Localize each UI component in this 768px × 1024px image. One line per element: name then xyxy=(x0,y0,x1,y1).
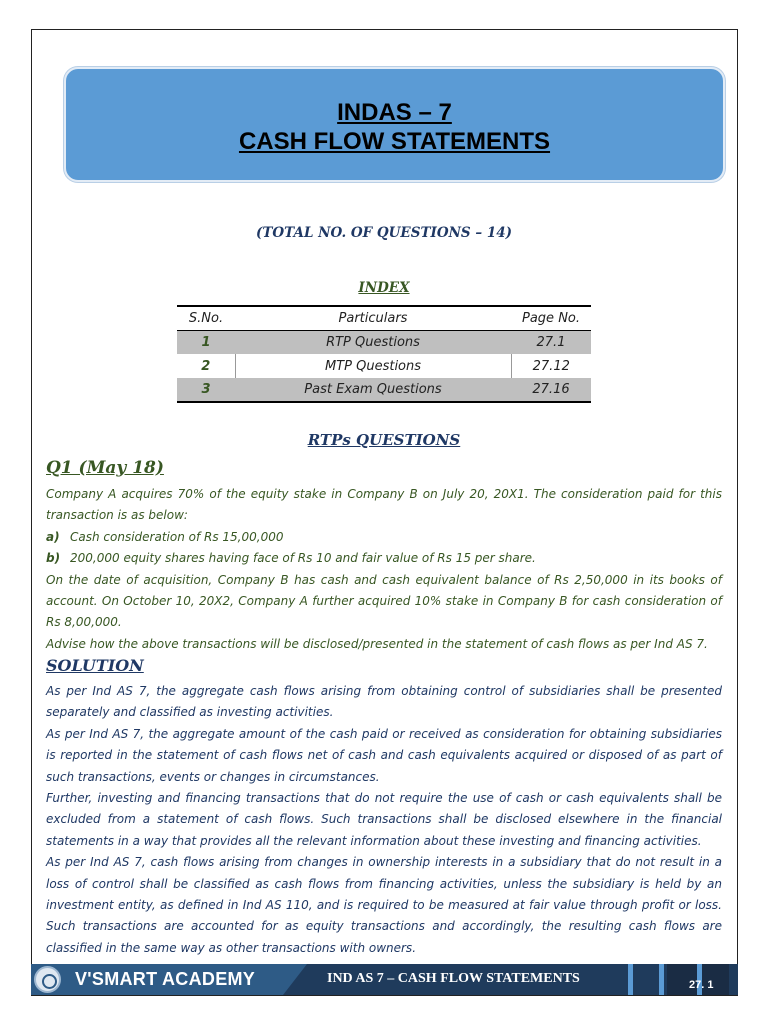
row-page: 27.12 xyxy=(511,354,591,378)
row-particular: RTP Questions xyxy=(235,330,511,354)
footer-accent-bar xyxy=(628,964,633,995)
header-page-no: Page No. xyxy=(511,306,591,330)
question-heading: Q1 (May 18) xyxy=(46,458,164,478)
list-marker: b) xyxy=(46,551,61,566)
list-item xyxy=(46,527,722,548)
solution-heading: SOLUTION xyxy=(46,656,144,675)
question-body xyxy=(46,484,722,655)
footer-brand-panel xyxy=(31,964,283,995)
row-sno: 3 xyxy=(177,378,235,402)
list-item-text: 200,000 equity shares having face of Rs 10 and fair value of Rs 15 per share. xyxy=(70,551,536,566)
question-intro: Company A acquires 70% of the equity stake in Company B on July 20, 20X1. The consideration paid for this transaction is as below: xyxy=(46,487,722,523)
solution-paragraph: As per Ind AS 7, cash flows arising from changes in ownership interests in a subsidiary that do not result in a loss of control shall be classified as cash flows from financing activities, unless the subsidiary is held by an investment entity, as defined in Ind AS 110, and is required to be measured at fair value through profit or loss. Such transactions are accounted for as equity transactions and accordingly, the resulting cash flows are classified in the same way as other transactions with owners. xyxy=(46,855,722,955)
footer-chapter-title: IND AS 7 – CASH FLOW STATEMENTS xyxy=(327,971,580,986)
solution-body xyxy=(46,681,722,959)
academy-logo-icon xyxy=(34,966,61,993)
question-paragraph: Advise how the above transactions will be disclosed/presented in the statement of cash flows as per Ind AS 7. xyxy=(46,636,708,651)
title-banner xyxy=(64,67,725,182)
row-page: 27.16 xyxy=(511,378,591,402)
footer-band xyxy=(31,964,738,995)
index-row xyxy=(177,354,591,378)
question-paragraph: On the date of acquisition, Company B has cash and cash equivalent balance of Rs 2,50,000 in its books of account. On October 10, 20X2, Company A further acquired 10% stake in Company B for cash consideration of Rs 8,00,000. xyxy=(46,572,722,630)
row-particular: MTP Questions xyxy=(235,354,511,378)
header-particulars: Particulars xyxy=(235,306,511,330)
index-table xyxy=(177,305,591,403)
row-page: 27.1 xyxy=(511,330,591,354)
solution-paragraph: As per Ind AS 7, the aggregate amount of the cash paid or received as consideration for obtaining subsidiaries is reported in the statement of cash flows net of cash and cash equivalents acquired or disposed of as part of such transactions, events or changes in circumstances. xyxy=(46,726,722,784)
footer-divider xyxy=(283,964,307,995)
index-row xyxy=(177,378,591,402)
footer-accent-bar xyxy=(659,964,664,995)
row-sno: 1 xyxy=(177,330,235,354)
title-line-2: CASH FLOW STATEMENTS xyxy=(238,128,551,155)
rtp-section-heading: RTPs QUESTIONS xyxy=(307,431,461,449)
total-questions: (TOTAL NO. OF QUESTIONS – 14) xyxy=(255,225,513,241)
row-sno: 2 xyxy=(177,354,235,378)
footer-brand: V'SMART ACADEMY xyxy=(75,969,256,989)
solution-paragraph: Further, investing and financing transactions that do not require the use of cash or cash equivalents shall be excluded from a statement of cash flows. Such transactions shall be disclosed elsewhere in the financial statements in a way that provides all the relevant information about these investing and financing activities. xyxy=(46,791,722,848)
footer-page-number: 27. 1 xyxy=(689,979,714,991)
list-item-text: Cash consideration of Rs 15,00,000 xyxy=(70,529,284,544)
header-sno: S.No. xyxy=(177,306,235,330)
list-marker: a) xyxy=(46,529,60,544)
index-heading: INDEX xyxy=(358,280,410,296)
index-header-row xyxy=(177,306,591,330)
list-item xyxy=(46,548,722,569)
index-row xyxy=(177,330,591,354)
title-line-1: INDAS – 7 xyxy=(337,99,452,126)
solution-paragraph: As per Ind AS 7, the aggregate cash flows arising from obtaining control of subsidiaries shall be presented separately and classified as investing activities. xyxy=(46,684,722,720)
row-particular: Past Exam Questions xyxy=(235,378,511,402)
